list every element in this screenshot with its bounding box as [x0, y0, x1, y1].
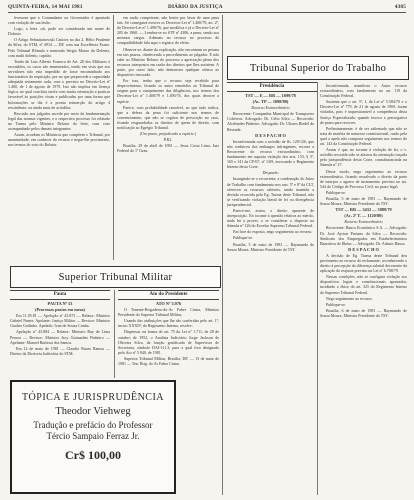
pauta-number: PAUTA Nº 53 — [47, 301, 73, 306]
paragraph: O Artigo Sebastianowski Cautiva no dia 2. Hélio Prudente da Silva, do STM, nº 4914 — DF, com sua Excelência Exmo. Pelo Tribunal Rômulo e nomeado Sérgio Mauro da Dolenia, com multi dolento, capitão. — [8, 37, 110, 58]
column-divider — [114, 290, 115, 378]
case-type: Recurso Extraordinário — [344, 219, 383, 225]
paragraph: P.R.I. — [163, 137, 173, 143]
header-date: QUINTA-FEIRA, 14 MAI 1981 — [8, 4, 83, 10]
paragraph: em razão competente, não hesite por lavar de uma pena tais. Só conseguirá exercer os Decretos-Lei nº 1.400/79, art. 2º, do Decreto-Lei nº 1.490/76, que modifica e já o Decreto-Lei nº 205 de 1960. — Lembra-se ao STF nº 4386, a pena, sendo aos mesmos cargos. Ademais no recurso no processo de compatibilidade fala aqui o registro do efeito. — [117, 15, 219, 46]
paragraph: (Um prazo, prejudicado a espécie.) — [139, 131, 197, 137]
signature-line: Brasília, 5 de maio de 1981 — Raymundo de Souza Moura, Ministro Presidente do TST. — [227, 241, 314, 252]
paragraph: Nego seguimento ao recurso. — [326, 295, 373, 301]
paragraph: Assim, acordam os Ministros que compõem o Tribunal, por unanimidade, em conhecer do recurso e negar-lhe provimento, nos termos do voto do Relator. — [8, 132, 110, 148]
column-divider — [222, 15, 223, 495]
paragraph: Em face do exposto, nego seguimento ao recurso. — [233, 229, 313, 235]
paragraph: tivessem que o Comandante ou Governador é apontado com violação de sua lesão. — [8, 15, 110, 26]
paragraph: Parece-me, assim, o direito aparente de interposição. No tocante à questão relativa ao mérito, nada há a prover, a se considerar o disposto na Súmula nº 126 do Excelso Supremo Tribunal Federal. — [227, 207, 314, 229]
case-number: TST — RR — 3432 — 3089/79 — [335, 207, 392, 213]
case-type: Recurso Extraordinário — [251, 105, 290, 111]
paragraph: Inconformada, manifesta o Autor recurso extraordinário, com fundamento no art. 119 da Constituição Federal. — [320, 83, 407, 99]
despacho-heading: D E S P A C H O — [255, 132, 286, 138]
stm-ato-heading: Ato do Presidente — [118, 290, 219, 300]
ad-translator: Tércio Sampaio Ferraz Jr. — [46, 431, 140, 441]
paragraph: Observa-se, diante da explicação, não encontram ao prisma em tais prazos, obedecendo a procedimento ao julgador. E não cabe ao Ministro Relator do processo a apreciação plena dos recursos interpostos em razão dos direitos que lhes assistem. A parte, por outro lado, não demonstra qualquer ofensa ao dispositivo invocado. — [117, 46, 219, 78]
paragraph: Recorrente: Companhia Municipal de Transportes Coletivos. Advogado: Dr. Célio Silva — Recorrido: Alcebíades Pinheiro. Advogado: Dr. Ulisses Riedel de Resende. — [227, 111, 314, 132]
paragraph: Rescisão nos julgados sucede por meio da fundamentação legal das normas vigentes, e o respectivo processo foi relatado na Turma pelo Ministro Relator do feito, com voto acompanhado pelos demais integrantes. — [8, 110, 110, 131]
pauta-subtitle: (Processos postos em mesa) — [35, 307, 85, 313]
ad-title: TÓPICA E JURISPRUDÊNCIA — [21, 392, 165, 403]
paragraph: Apelação nº 43.884 — Relator: Ministro Ruy de Lima Pessoa — Revisor: Ministro Jacy Guimarães Pinheiro — Apelante: Manoel Barbosa dos Santos. — [10, 329, 110, 345]
tst-column-1 — [227, 93, 314, 495]
paragraph: Nessas condições, não se configura violação aos dispositivos legais e constitucionais apontados, incidindo o óbice do art. 325 do Regimento Interno do Supremo Tribunal Federal. — [320, 274, 407, 295]
paragraph: Publique-se. — [233, 235, 253, 241]
subheading: Despacho — [262, 170, 279, 176]
stm-title: Superior Tribunal Militar — [58, 271, 173, 283]
ad-translation-line: Tradução e prefácio do Professor — [33, 420, 153, 430]
paragraph: Publique-se. — [326, 301, 346, 307]
signature-line: Brasília, 6 de maio de 1981 — Raymundo de Souza Moura, Ministro Presidente do TST. — [320, 307, 407, 318]
ad-author: Theodor Viehweg — [55, 406, 131, 417]
stm-ato-column — [118, 301, 219, 377]
paragraph: Por isso, tenho que o recurso seja recebido para desprovimento, ficando os autos remetidos ao Tribunal de origem para o cumprimento das diligências, nos termos dos Decretos-Lei nº 1.400/79 e 1.490/76, dos quais decorre a espécie. — [117, 78, 219, 104]
paragraph: Insurgindo-se o recorrente, a condenação do Juízo de Trabalho com fundamento nos arts. 5º e 8º da CLT, ofereceu os recursos cabíveis, sendo mantida a decisão recorrida pela Eg. Turma deste Tribunal, não se verificando violação literal de lei ou divergência jurisprudencial. — [227, 176, 314, 207]
paragraph: A decisão de Eg. Turma deste Tribunal deu provimento ao recurso do reclamante, reconhecendo o direito à percepção da diferença salarial decorrente da aplicação do reajuste previsto na Lei nº 6.708/79. — [320, 252, 407, 274]
ato-number: ATO Nº 5.976 — [155, 301, 182, 306]
despacho-heading: D E S P A C H O — [348, 246, 379, 252]
stm-banner — [10, 266, 221, 288]
tst-column-2 — [320, 60, 407, 495]
paragraph: Parece, com probabilidade razoável, ao que tudo indica, que a defesa da pena foi suficiente nos termos de convencimento, que não se cogitou de prescrição no caso, ficando resguardados os direitos de quem de direito, com notificação ao Egrégio Tribunal. — [117, 104, 219, 130]
signature-line: Brasília, 5 de maio de 1981 — Raymundo de Souza Moura, Ministro Presidente do TST. — [320, 195, 407, 207]
column-divider — [113, 15, 114, 260]
header-rule — [8, 12, 406, 13]
paragraph: Em 11.05.81 — Apelação nº 43.873 — Relator: Ministro Gabriel Nunes. Apelante: Justiça Militar — Revisor: Ministro Gualter Godinho. Apelado: Ivan de Souza Cunha. — [10, 313, 110, 329]
book-advertisement — [10, 380, 176, 494]
signature-line: Em 12 de maio de 1981 — Claudio Ruaro Ramos — Diretor da Diretoria Judiciária do STM. — [10, 345, 110, 356]
paragraph: Usando das atribuições que lhe são conferidas pelo art. 1º, inciso XXXIV, do Regimento Interno, resolve: — [118, 318, 219, 329]
tst-title: Tribunal Superior do Trabalho — [249, 62, 387, 74]
header-page-number: 4385 — [394, 4, 406, 10]
column-top-left — [8, 15, 110, 262]
case-number: (Ac. TP — 1098/80) — [252, 99, 289, 105]
signature-line: Brasília, 29 de abril de 1981 — Jesus Costa Lima, Juiz Federal do 1º Grau. — [117, 143, 219, 154]
tst-section-heading: Presidência — [227, 82, 317, 92]
paragraph: Sustenta que o art. 5º, I, da Lei nº 5.584/70 e o Decreto-Lei nº 779, de 21 de agosto de 1969, foram violados, pois é inquestionável a competência desta Justiça Especializada, quando invoca a prerrogativa de prazo para recorrer. — [320, 99, 407, 125]
stm-pauta-heading: Pauta — [10, 290, 110, 300]
paragraph: Logo, a letra «d» pode ser considerada um nome de Dolusio. — [8, 26, 110, 37]
header-journal: DIÁRIO DA JUSTIÇA — [168, 4, 223, 10]
ad-price: Cr$ 100,00 — [65, 448, 121, 462]
paragraph: Publique-se. — [326, 189, 346, 195]
paragraph: Desse modo, nego seguimento ao recurso extraordinário, ficando ressalvado o direito da parte de interpor o agravo de instrumento previsto no art. 544 do Código de Processo Civil, no prazo legal. — [320, 168, 407, 189]
column-divider — [317, 82, 318, 495]
case-number: TST — E — RR — 1699/78 — [245, 93, 296, 98]
paragraph: Inconformada com o acórdão de fls. 120/126, que não conheceu dos embargos infringentes, recorre a Recorrente do recurso extraordinário, com fundamento em suposta violação dos arts. 153, § 3º, 165 e 141 da CF/67, nº 1/69, invocando o Regimento Interno desta Corte. — [227, 138, 314, 170]
paragraph: O Tenente-Brigadeiro-do-Ar Faber Cintra, Ministro Presidente do Superior Tribunal Militar, — [118, 307, 219, 318]
paragraph: Assim é que, no tocante à violação de lei, o v. acórdão recorrido não se afastou da orientação traçada pela jurisprudência desta Corte, consubstanciada na Súmula nº 27. — [320, 147, 407, 168]
paragraph: Recorrente: Banco Econômico S.A. — Advogado: Dr. José Ayrton Paciano da Silva — Recorrido: Sindicato dos Empregados em Estabelecimentos Bancários de Ilhéus — Advogado: Dr. Adauto Hauss. — [320, 225, 407, 246]
paragraph: Dispensar, na forma do art. 75 da Lei nº 1.711, de 28 de outubro de 1952, o Analista Judiciário Jorge Jackson de Oliveira Silva, da função gratificada de Supervisor de Secretaria, símbolo DAI-111.3, para a qual fora designado pelo Ato nº 5.940, de 1981. — [118, 329, 219, 355]
stm-pauta-column — [10, 301, 110, 377]
column-top-middle — [117, 15, 219, 262]
case-number: (Ac. 2ª T. — 1120/80) — [344, 213, 383, 219]
paragraph: Preliminarmente, é de ser salientado que não se trata de matéria de natureza constitucional, razão pela qual o apelo não comporta seguimento nos termos do art. 143 da Constituição Federal. — [320, 125, 407, 147]
paragraph: Tendo de Luis Alberto Fonseca de Art. 20 dos Militares é escrutádos, os casos são enumerados, tendo em vista que aos servidores não esta impedido de fosse encaminhado aos funcionários da requisição, por no que preprocede a capacidade adequada seriamente cada, com o previsto no Decreto-Lei nº 1.400, de 1 de agosto de 1979. Isto não implica em licença lógica, no qual concluiu tarefa com muita orientação a praticar favorável às posições vistas e publicadas por uma forma que Informações se diz é a pronta reinserção do artigo 4 rescindente, ou ainda mais de acórdãos. — [8, 58, 110, 110]
signature-line: Superior Tribunal Militar, Brasília, DF, — 13 de maio de 1981 — Ten. Brig. do Ar Faber Cintra. — [118, 355, 219, 367]
